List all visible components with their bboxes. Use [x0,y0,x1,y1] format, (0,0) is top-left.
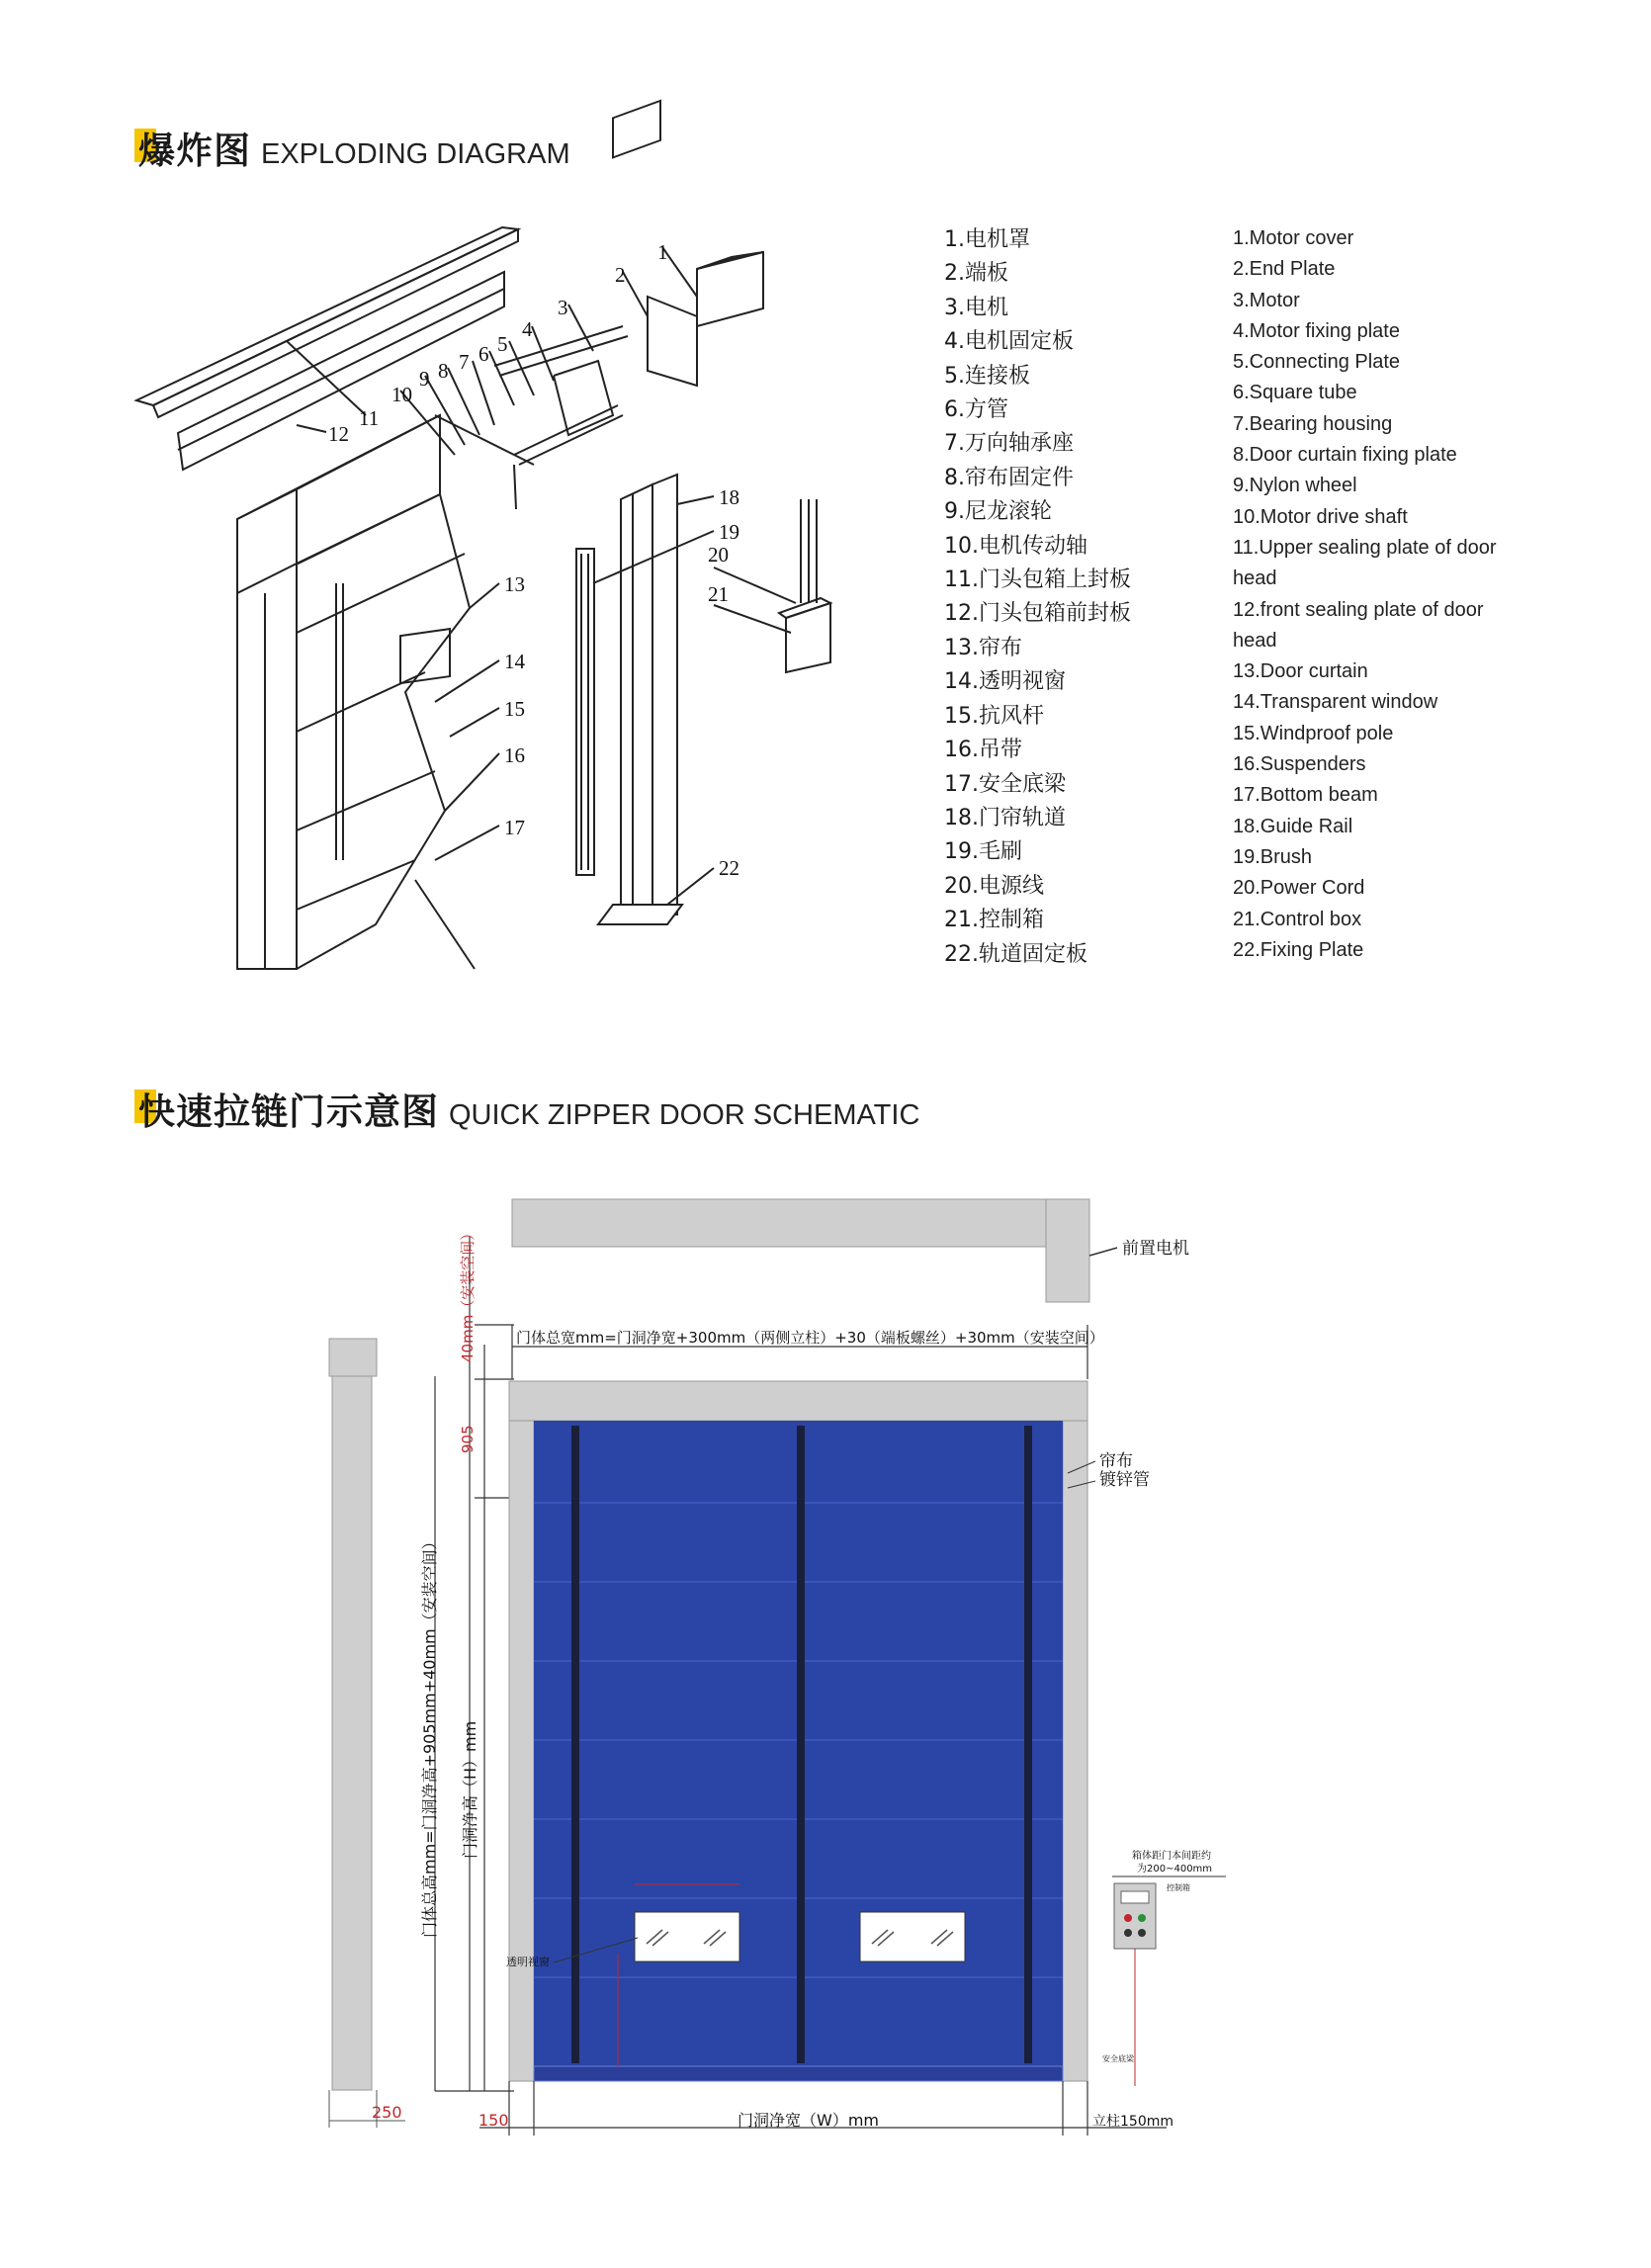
part-en-2: 2.End Plate [1233,258,1336,281]
callout-8: 8 [438,359,449,383]
galvanized-pipe-label: 镀锌管 [1099,1470,1150,1490]
column-150-label: 立柱150mm [1092,2114,1173,2130]
section-title-zh: 爆炸图 [138,130,251,172]
part-zh-14: 14.透明视窗 [944,669,1066,695]
part-zh-22: 22.轨道固定板 [944,941,1087,967]
windproof-pole-center [797,1426,805,2063]
part-en-11: 11.Upper sealing plate of door head [1233,536,1497,590]
part-zh-18: 18.门帘轨道 [944,805,1066,830]
part-zh-1: 1.电机罩 [944,227,1030,252]
part-en-21: 21.Control box [1233,908,1362,930]
section-title-en: QUICK ZIPPER DOOR SCHEMATIC [449,1099,920,1131]
dim-250: 250 [372,2103,402,2122]
part-en-6: 6.Square tube [1233,382,1357,404]
part-zh-10: 10.电机传动轴 [944,533,1087,559]
part-en-13: 13.Door curtain [1233,660,1368,683]
part-en-22: 22.Fixing Plate [1233,938,1364,961]
callout-1: 1 [657,240,668,264]
windproof-pole-left [571,1426,579,2063]
curtain-label: 帘布 [1099,1451,1133,1471]
callout-17: 17 [504,816,525,839]
part-zh-16: 16.吊带 [944,738,1022,763]
part-zh-20: 20.电源线 [944,873,1044,899]
part-en-14: 14.Transparent window [1233,691,1438,714]
part-zh-17: 17.安全底梁 [944,771,1066,797]
part-en-12: 12.front sealing plate of door head [1233,598,1484,652]
callout-4: 4 [522,317,533,341]
part-zh-2: 2.端板 [944,261,1008,287]
callout-19: 19 [719,520,739,544]
part-zh-8: 8.帘布固定件 [944,465,1074,490]
part-en-4: 4.Motor fixing plate [1233,319,1400,342]
section-title-en: EXPLODING DIAGRAM [261,138,570,170]
door-head [509,1381,1087,1421]
part-en-9: 9.Nylon wheel [1233,475,1357,497]
control-box-label: 控制箱 [1167,1883,1190,1892]
part-en-1: 1.Motor cover [1233,227,1354,249]
side-column [332,1376,372,2090]
part-zh-11: 11.门头包箱上封板 [944,567,1131,593]
right-column [1063,1421,1087,2081]
window-label: 透明视窗 [506,1956,550,1968]
part-en-15: 15.Windproof pole [1233,722,1394,744]
part-zh-9: 9.尼龙滚轮 [944,499,1052,525]
callout-16: 16 [504,743,525,767]
callout-15: 15 [504,697,525,721]
part-zh-5: 5.连接板 [944,363,1030,389]
part-zh-21: 21.控制箱 [944,908,1044,933]
part-en-16: 16.Suspenders [1233,753,1366,776]
callout-18: 18 [719,485,739,509]
front-motor [1046,1199,1089,1302]
callout-10: 10 [391,383,412,406]
part-en-17: 17.Bottom beam [1233,784,1378,807]
callout-22: 22 [719,856,739,880]
bottom-beam [534,2066,1063,2081]
callout-20: 20 [708,543,729,567]
callout-3: 3 [558,296,568,319]
callout-14: 14 [504,650,525,673]
window-left [635,1912,739,1962]
callout-7: 7 [459,350,470,374]
part-zh-4: 4.电机固定板 [944,329,1074,355]
control-note-2: 为200~400mm [1137,1864,1213,1875]
part-en-10: 10.Motor drive shaft [1233,505,1408,528]
part-en-5: 5.Connecting Plate [1233,351,1401,374]
total-height-label: 门体总高mm=门洞净高+905mm+40mm（安装空间） [420,1533,439,1938]
part-zh-7: 7.万向轴承座 [944,431,1074,457]
left-column [509,1421,534,2081]
callout-12: 12 [328,422,349,446]
part-en-20: 20.Power Cord [1233,877,1365,900]
part-zh-12: 12.门头包箱前封板 [944,601,1131,627]
callout-9: 9 [419,367,430,391]
part-zh-15: 15.抗风杆 [944,703,1044,729]
dim-150-left: 150 [478,2111,509,2130]
part-zh-19: 19.毛刷 [944,839,1022,865]
side-head [329,1339,377,1376]
part-zh-13: 13.帘布 [944,635,1022,660]
callout-6: 6 [478,342,489,366]
motor-housing [512,1199,1046,1247]
callout-5: 5 [497,332,508,356]
part-en-7: 7.Bearing housing [1233,412,1393,435]
net-height-label: 门洞净高（H）mm [461,1720,479,1859]
front-motor-label: 前置电机 [1122,1239,1189,1259]
part-en-19: 19.Brush [1233,845,1313,868]
callout-13: 13 [504,572,525,596]
part-en-8: 8.Door curtain fixing plate [1233,444,1457,467]
section-title-zh: 快速拉链门示意图 [138,1090,439,1133]
bottom-beam-small-label: 安全底梁 [1102,2054,1134,2063]
dim-905: 905 [459,1425,477,1453]
windproof-pole-right [1024,1426,1032,2063]
part-en-3: 3.Motor [1233,289,1300,311]
control-note-1: 箱体距门本间距约 [1132,1851,1211,1862]
dim-40: 40mm（安装空间） [459,1225,477,1362]
window-right [860,1912,965,1962]
callout-2: 2 [615,263,626,287]
part-en-18: 18.Guide Rail [1233,815,1353,837]
total-width-label: 门体总宽mm=门洞净宽+300mm（两侧立柱）+30（端板螺丝）+30mm（安装空间） [516,1329,1104,1347]
part-zh-6: 6.方管 [944,397,1008,423]
callout-21: 21 [708,582,729,606]
callout-11: 11 [359,406,380,430]
net-width-label: 门洞净宽（W）mm [738,2111,879,2130]
part-zh-3: 3.电机 [944,295,1008,320]
